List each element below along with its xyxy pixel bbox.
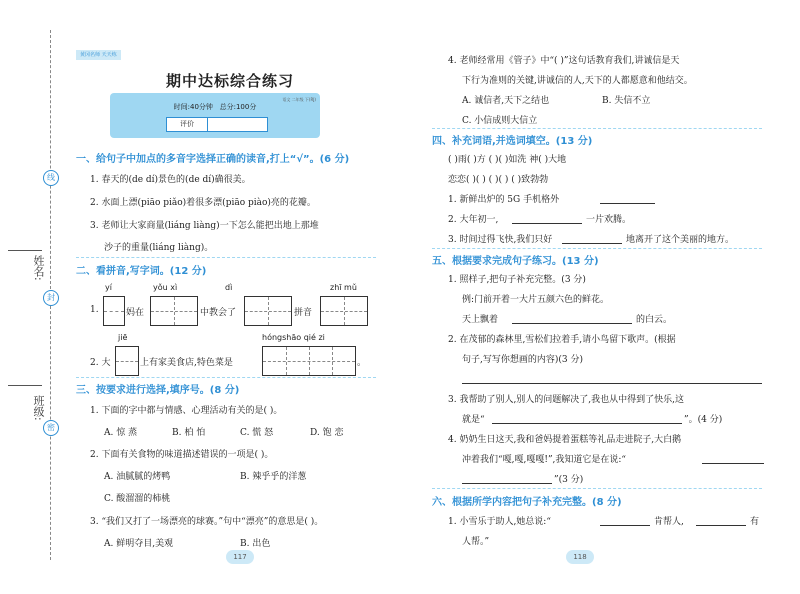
divider [76, 377, 376, 378]
divider [432, 488, 762, 489]
right-page [400, 0, 800, 594]
s5-q3-end: ”。(4 分) [684, 415, 723, 425]
blank[interactable] [696, 525, 746, 526]
grade-tag: 语文 二年级 下(RJ) [282, 97, 316, 102]
divider [76, 257, 376, 258]
answer-box[interactable] [262, 346, 356, 376]
s3-q1-b: B. 柏 怕 [172, 428, 206, 438]
s3-q2-c: C. 酸溜溜的柿桃 [104, 494, 171, 504]
s4-q1: 1. 新鲜出炉的 5G 手机格外 [448, 195, 560, 205]
s3-q1: 1. 下面的字中都与情感、心理活动有关的是( )。 [90, 406, 283, 416]
s3-q1-d: D. 饱 恋 [310, 428, 344, 438]
row1-text-3: 拼音 [294, 308, 313, 318]
answer-box[interactable] [115, 346, 139, 376]
name-underline [8, 250, 42, 251]
s1-line-4: 沙子的重量(liáng liàng)。 [104, 243, 214, 253]
page-number: 117 [226, 550, 254, 564]
s1-line-3: 3. 老师让大家商量(liáng liàng)一下怎么能把出地上那堆 [90, 221, 319, 231]
s6-q1-you: 有 [750, 517, 760, 527]
class-label: 班级: [32, 395, 45, 421]
s4-q2-start: 2. 大年初一, [448, 215, 499, 225]
blank[interactable] [562, 243, 622, 244]
s1-line-1: 1. 春天的(de dí)景色的(de dí)确很美。 [90, 175, 251, 185]
page-title: 期中达标综合练习 [165, 72, 294, 90]
s4-q3-start: 3. 时间过得飞快,我们只好 [448, 235, 553, 245]
series-tag: 黄冈名师 天天练 [76, 50, 121, 60]
s3-q3-a: A. 鲜明夺目,美观 [104, 539, 174, 549]
s6-q1-end: 人帮。” [462, 537, 490, 547]
s4-q2-end: 一片欢腾。 [586, 215, 632, 225]
seal-mark-3: 密 [43, 420, 59, 436]
s3-q3: 3. “我们又打了一场漂亮的球赛。”句中“漂亮”的意思是( )。 [90, 517, 324, 527]
pinyin-jie: jiē [118, 333, 128, 342]
blank[interactable] [512, 223, 582, 224]
blank[interactable] [492, 423, 682, 424]
blank[interactable] [702, 463, 764, 464]
s1-line-2: 2. 水面上漂(piāo piǎo)着很多漂(piāo piào)亮的花瓣。 [90, 198, 316, 208]
section-3-title: 三、按要求进行选择,填序号。(8 分) [76, 385, 240, 396]
row1-num: 1. [90, 305, 99, 315]
s3-q4-line-1: 4. 老师经常用《管子》中“( )”这句话教育我们,讲诚信是天 [448, 56, 680, 66]
s5-q3-line-1: 3. 我帮助了别人,别人的问题解决了,我也从中得到了快乐,这 [448, 395, 685, 405]
s5-q2-line-1: 2. 在茂郁的森林里,雪松们拉着手,请小鸟留下歌声。(根据 [448, 335, 676, 345]
blank[interactable] [512, 323, 632, 324]
row1-text-2: 中教会了 [200, 308, 237, 318]
pinyin-di: dì [225, 283, 233, 292]
s3-q2: 2. 下面有关食物的味道描述错误的一项是( )。 [90, 450, 274, 460]
page-number: 118 [566, 550, 594, 564]
evaluation-label: 评价 [167, 118, 208, 131]
row2-text-3: 。 [357, 358, 367, 368]
answer-box[interactable] [320, 296, 368, 326]
pinyin-hongshaoqiezi: hóngshāo qié zi [262, 333, 325, 342]
score-total-label: 总分:100分 [219, 103, 257, 111]
pinyin-yi: yí [105, 283, 112, 292]
answer-box[interactable] [150, 296, 198, 326]
pinyin-youxi: yǒu xì [153, 283, 178, 292]
pinyin-zhimu: zhī mǔ [330, 283, 357, 292]
s5-q4-line-1: 4. 奶奶生日这天,我和爸妈提着蛋糕等礼品走进院子,大白鹅 [448, 435, 682, 445]
blank[interactable] [462, 483, 552, 484]
seal-mark-1: 线 [43, 170, 59, 186]
binding-gutter [0, 0, 62, 594]
s3-q1-a: A. 惊 蒸 [104, 428, 138, 438]
evaluation-field[interactable] [166, 117, 268, 132]
blank[interactable] [600, 203, 655, 204]
section-1-title: 一、给句子中加点的多音字选择正确的读音,打上“√”。(6 分) [76, 154, 350, 165]
time-label: 时间:40分钟 [173, 103, 213, 111]
s3-q2-b: B. 辣乎乎的洋葱 [240, 472, 307, 482]
s5-q2-line-2: 句子,写写你想画的内容)(3 分) [462, 355, 583, 365]
s5-q4-line-2: 冲着我们“嘎,嘎,嘎嘎!”,我知道它是在说:“ [462, 455, 627, 465]
s3-q4-c: C. 小信成则大信立 [462, 116, 538, 126]
s3-q1-c: C. 慌 怒 [240, 428, 274, 438]
s3-q4-line-2: 下行为准则的关键,讲诚信的人,天下的人都愿意和他结交。 [462, 76, 693, 86]
name-label: 姓名: [32, 255, 45, 281]
row2-text-1: 2. 大 [90, 358, 111, 368]
seal-mark-2: 封 [43, 290, 59, 306]
s5-q1: 1. 照样子,把句子补充完整。(3 分) [448, 275, 586, 285]
blank[interactable] [600, 525, 650, 526]
s3-q2-a: A. 油腻腻的烤鸭 [104, 472, 171, 482]
s5-q1-end: 的白云。 [636, 315, 673, 325]
s3-q4-b: B. 失信不立 [602, 96, 651, 106]
time-score-line [110, 102, 320, 112]
s4-words-1: ( )雨( )方 ( )( )如洗 神( )大地 [448, 155, 567, 165]
s5-q1-example: 例:门前开着一大片五颜六色的鲜花。 [462, 295, 610, 305]
answer-box[interactable] [103, 296, 125, 326]
s6-q1-mid: 肯帮人, [654, 517, 684, 527]
s4-q3-end: 地离开了这个美丽的地方。 [626, 235, 735, 245]
section-5-title: 五、根据要求完成句子练习。(13 分) [432, 256, 599, 267]
section-4-title: 四、补充词语,并选词填空。(13 分) [432, 136, 593, 147]
section-6-title: 六、根据所学内容把句子补充完整。(8 分) [432, 497, 622, 508]
s5-q4-end: ”(3 分) [554, 475, 584, 485]
divider [432, 248, 762, 249]
divider [432, 128, 762, 129]
s5-q3-start: 就是“ [462, 415, 485, 425]
section-2-title: 二、看拼音,写字词。(12 分) [76, 266, 207, 277]
s3-q4-a: A. 诚信者,天下之结也 [462, 96, 550, 106]
answer-box[interactable] [244, 296, 292, 326]
class-underline [8, 385, 42, 386]
s4-words-2: 恋恋( )( ) ( )( ) ( )致勃勃 [448, 175, 549, 185]
row1-text-1: 妈在 [126, 308, 145, 318]
info-box [110, 93, 320, 138]
s3-q3-b: B. 出色 [240, 539, 271, 549]
s5-q1-start: 天上飘着 [462, 315, 499, 325]
row2-text-2: 上有家美食店,特色菜是 [140, 358, 233, 368]
s6-q1-start: 1. 小雪乐于助人,她总说:“ [448, 517, 551, 527]
answer-line[interactable] [462, 383, 762, 384]
